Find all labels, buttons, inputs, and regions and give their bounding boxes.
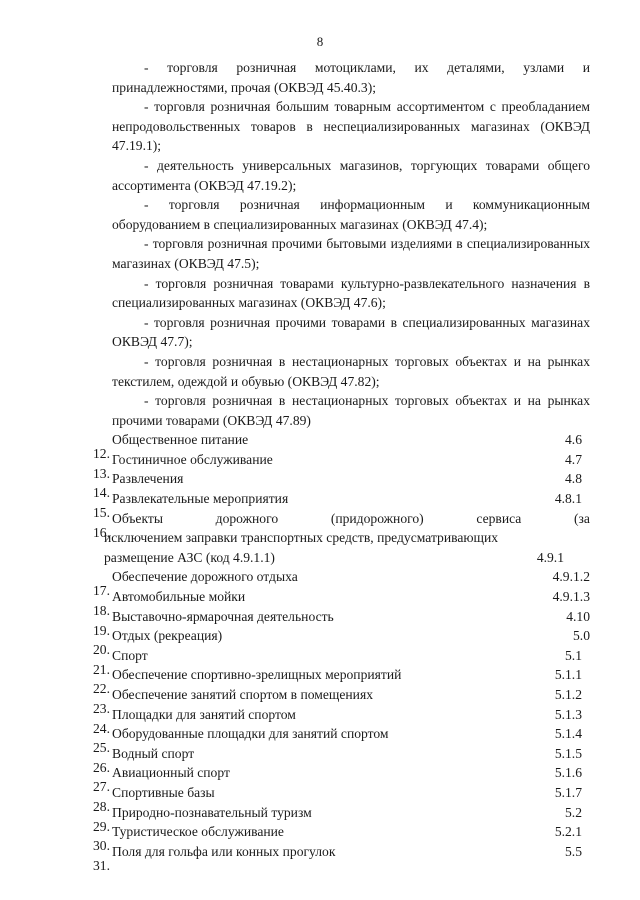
item-number: 13. <box>93 465 110 481</box>
item-number: 15. <box>93 505 110 521</box>
item-label: Гостиничное обслуживание <box>112 451 273 467</box>
bullet-item: - деятельность универсальных магазинов, торгующих товарами общего ассортимента (ОКВЭД 47.19.2); <box>112 157 590 193</box>
item-label-word: Объекты <box>112 510 163 526</box>
bullet-item: - торговля розничная информационным и коммуникационным оборудованием в специализированных магазинах (ОКВЭД 47.4); <box>112 197 590 232</box>
item-label: Туристическое обслуживание <box>112 824 284 840</box>
item-number: 29. <box>93 818 110 834</box>
item-code: 5.1.4 <box>554 726 582 742</box>
item-number: 30. <box>93 838 110 854</box>
item-code: 5.1.2 <box>554 687 582 702</box>
bullet-item: - торговля розничная большим товарным ассортиментом с преобладанием непродовольственных товаров в неспециализированных магазинах (ОКВЭД 47.19.1); <box>112 99 590 154</box>
item-number: 17. <box>93 583 110 599</box>
item-code: 5.1.5 <box>554 745 582 761</box>
item-label <box>104 509 590 568</box>
item-code: 5.2.1 <box>554 824 582 840</box>
item-code: 5.2 <box>565 804 582 820</box>
item-label-line: размещение АЗС (код 4.9.1.1) <box>104 549 275 565</box>
bullet-item: - торговля розничная в нестационарных торговых объектах и на рынках текстилем, одеждой и обувью (ОКВЭД 47.82); <box>112 353 590 389</box>
item-number: 20. <box>93 642 110 658</box>
item-label: Поля для гольфа или конных прогулок <box>112 843 336 859</box>
item-number: 27. <box>93 779 110 795</box>
item-label-line: исключением заправки транспортных средств, предусматривающих <box>104 530 499 546</box>
item-code: 4.8 <box>565 471 582 487</box>
item-code: 5.5 <box>565 843 582 859</box>
item-code: 4.9.1.3 <box>552 589 590 605</box>
item-number: 31. <box>93 857 110 873</box>
page-number: 8 <box>316 34 324 49</box>
land-use-list <box>93 430 590 873</box>
item-number: 16. <box>93 524 110 540</box>
item-label: Развлечения <box>112 471 184 487</box>
item-code: 5.1.1 <box>554 667 582 683</box>
item-number: 21. <box>93 661 110 677</box>
item-number: 26. <box>93 759 110 775</box>
item-label-word: (придорожного) <box>330 510 424 526</box>
item-label: Обеспечение занятий спортом в помещениях <box>112 687 373 702</box>
okved-bullet-list <box>112 58 590 430</box>
item-label-word: (за <box>574 510 590 526</box>
bullet-item: - торговля розничная прочими бытовыми изделиями в специализированных магазинах (ОКВЭД 47.5); <box>112 236 590 271</box>
item-label: Обеспечение дорожного отдыха <box>112 569 298 585</box>
item-code: 4.8.1 <box>554 491 582 507</box>
item-number: 22. <box>93 681 110 697</box>
bullet-item: - торговля розничная товарами культурно-развлекательного назначения в специализированных магазинах (ОКВЭД 47.6); <box>112 275 590 311</box>
item-code: 4.7 <box>565 451 582 467</box>
item-label: Автомобильные мойки <box>112 589 246 605</box>
item-label: Авиационный спорт <box>112 765 230 781</box>
item-code: 5.1.7 <box>554 784 582 800</box>
item-label: Спорт <box>112 647 148 663</box>
item-number: 24. <box>93 720 110 736</box>
item-code: 4.6 <box>565 432 582 448</box>
item-code: 5.1.6 <box>554 765 582 781</box>
item-number: 14. <box>93 485 110 501</box>
item-label: Развлекательные мероприятия <box>112 491 289 507</box>
item-number: 25. <box>93 740 110 756</box>
item-number: 18. <box>93 603 110 619</box>
item-label-word: сервиса <box>476 510 522 526</box>
item-label: Площадки для занятий спортом <box>112 706 296 722</box>
item-label: Природно-познавательный туризм <box>112 804 312 820</box>
item-code: 4.9.1.2 <box>552 569 590 585</box>
item-code: 5.1.3 <box>554 706 582 722</box>
item-label: Оборудованные площадки для занятий спортом <box>112 726 389 742</box>
item-code: 4.10 <box>566 608 590 624</box>
item-number: 23. <box>93 701 110 716</box>
item-number: 28. <box>93 798 110 814</box>
item-label-word: дорожного <box>215 510 279 526</box>
document-body <box>93 58 590 873</box>
item-label: Обеспечение спортивно-зрелищных мероприятий <box>112 667 402 683</box>
item-label: Выставочно-ярмарочная деятельность <box>112 608 334 624</box>
item-label: Общественное питание <box>112 432 249 448</box>
item-label: Отдых (рекреация) <box>112 628 223 644</box>
item-number: 19. <box>93 622 110 638</box>
bullet-item: - торговля розничная прочими товарами в специализированных магазинах ОКВЭД 47.7); <box>112 314 590 350</box>
item-label: Спортивные базы <box>112 784 215 800</box>
item-code: 5.1 <box>565 647 582 663</box>
bullet-item: - торговля розничная в нестационарных торговых объектах и на рынках прочими товарами (ОКВЭД 47.89) <box>112 393 590 428</box>
bullet-item: - торговля розничная мотоциклами, их деталями, узлами и принадлежностями, прочая (ОКВЭД 45.40.3); <box>112 60 590 95</box>
item-number: 12. <box>93 446 110 462</box>
item-code: 4.9.1 <box>536 549 564 565</box>
item-code: 5.0 <box>573 628 590 644</box>
item-label: Водный спорт <box>112 745 195 761</box>
